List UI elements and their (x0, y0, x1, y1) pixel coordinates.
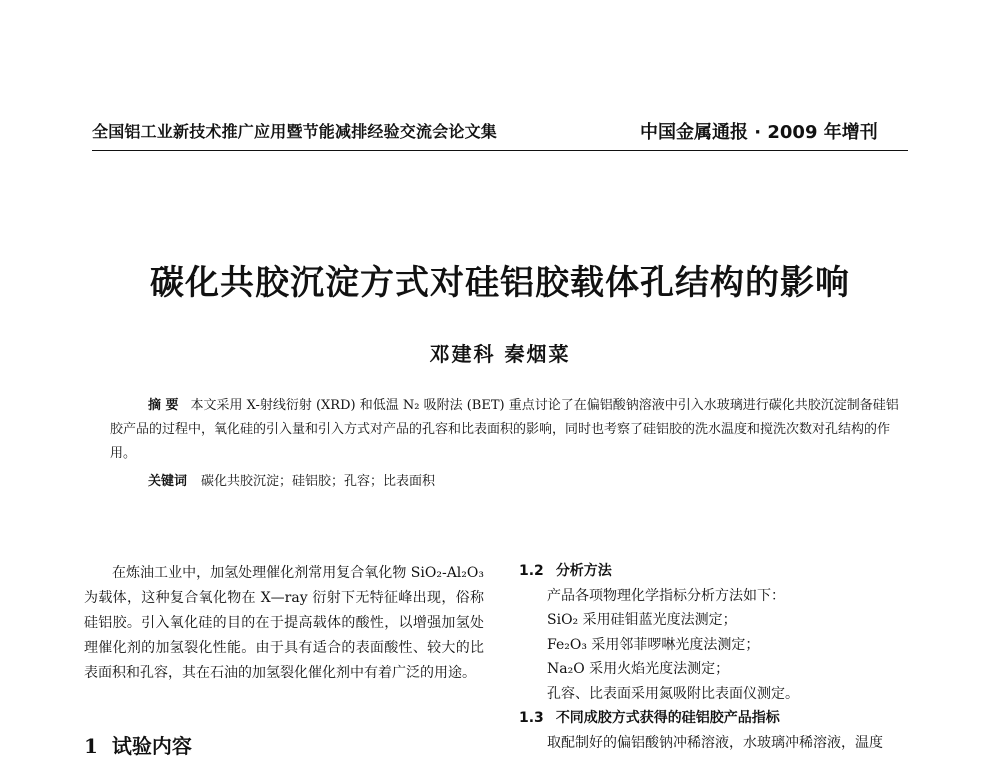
paper-authors: 邓建科 秦烟菜 (429, 342, 571, 366)
section-1-3-text: 取配制好的偏铝酸钠冲稀溶液，水玻璃冲稀溶液，温度 (547, 734, 883, 751)
section-1-2-title: 分析方法 (555, 563, 612, 579)
section-1-2-number: 1.2 (519, 563, 544, 579)
abstract-label: 摘 要 (148, 398, 179, 413)
analysis-intro: 产品各项物理化学指标分析方法如下： (547, 587, 785, 604)
section-1-3-title: 不同成胶方式获得的硅铝胶产品指标 (555, 710, 780, 726)
intro-paragraph: 在炼油工业中，加氢处理催化剂常用复合氧化物 SiO₂-Al₂O₃ 为载体，这种复合氧化物在 X—ray 衍射下无特征峰出现，俗称硅铝胶。引入氧化硅的目的在于提高载体的酸性，以增强加氢处理催化剂的加氢裂化性能。由于具有适合的表面酸性、较大的比表面积和孔容，其在石油的加氢裂化催化剂中有着广泛的用途。 (84, 565, 484, 681)
right-column (519, 559, 929, 755)
paper-title: 碳化共胶沉淀方式对硅铝胶载体孔结构的影响 (150, 263, 850, 303)
section-1-3-number: 1.3 (519, 710, 544, 726)
section-1-heading (84, 730, 192, 759)
header-divider (92, 150, 908, 151)
analysis-item: 孔容、比表面采用氮吸附比表面仪测定。 (547, 685, 799, 702)
analysis-item: Na₂O 采用火焰光度法测定； (547, 661, 730, 677)
keywords-label: 关键词 (148, 474, 188, 489)
abstract (110, 394, 900, 466)
keywords-text: 碳化共胶沉淀；硅铝胶；孔容；比表面积 (201, 474, 436, 489)
analysis-item: SiO₂ 采用硅钼蓝光度法测定； (547, 612, 737, 628)
section-1-2-heading (519, 559, 929, 584)
section-1-3-heading (519, 706, 929, 731)
section-1-title: 试验内容 (111, 734, 192, 758)
analysis-item: Fe₂O₃ 采用邻菲啰啉光度法测定； (547, 636, 760, 653)
running-header-right: 中国金属通报 · 2009 年增刊 (640, 122, 878, 143)
running-header-left: 全国铝工业新技术推广应用暨节能减排经验交流会论文集 (92, 122, 498, 141)
section-1-number: 1 (84, 734, 98, 758)
left-column (84, 561, 484, 686)
abstract-text: 本文采用 X-射线衍射 (XRD) 和低温 N₂ 吸附法 (BET) 重点讨论了在偏铝酸钠溶液中引入水玻璃进行碳化共胶沉淀制备硅铝胶产品的过程中，氧化硅的引入量和引入方式对产品的孔容和比表面积的影响，同时也考察了硅铝胶的洗水温度和搅洗次数对孔结构的作用。 (110, 398, 899, 461)
keywords (148, 470, 435, 489)
